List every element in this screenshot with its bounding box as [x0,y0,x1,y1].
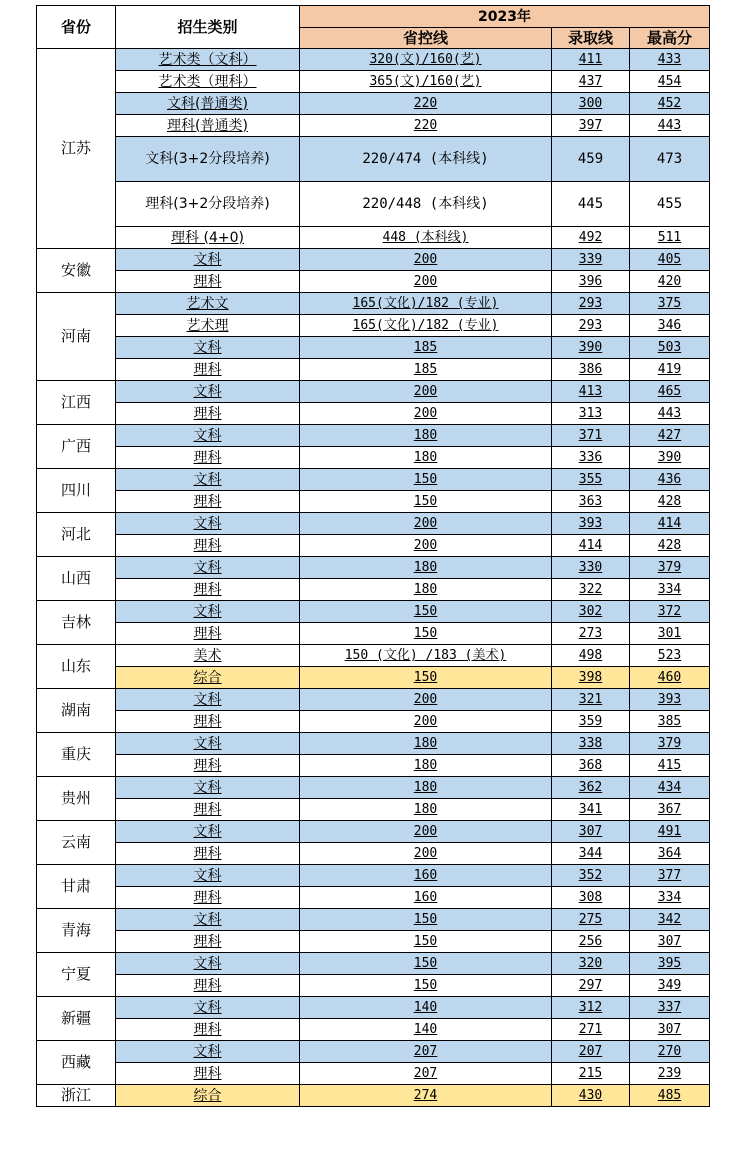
table-row [37,403,710,425]
table-row [37,1085,710,1107]
table-row [37,93,710,115]
table-row [37,535,710,557]
admission-line-cell: 275 [552,909,630,931]
admission-line-cell: 215 [552,1063,630,1085]
max-score-cell: 334 [630,887,710,909]
category-cell: 理科 [116,843,300,865]
table-row [37,975,710,997]
table-row [37,49,710,71]
control-line-cell: 150 [300,601,552,623]
category-cell: 文科 [116,1041,300,1063]
province-cell: 江苏 [37,49,116,249]
province-cell: 新疆 [37,997,116,1041]
admission-line-cell: 371 [552,425,630,447]
category-cell: 文科 [116,557,300,579]
control-line-cell: 180 [300,799,552,821]
category-cell: 文科 [116,425,300,447]
category-cell: 文科 [116,337,300,359]
max-score-cell: 491 [630,821,710,843]
header-year: 2023年 [300,6,710,28]
control-line-cell: 160 [300,887,552,909]
admission-line-cell: 312 [552,997,630,1019]
category-cell: 理科 [116,359,300,381]
province-cell: 宁夏 [37,953,116,997]
province-cell: 广西 [37,425,116,469]
max-score-cell: 307 [630,931,710,953]
admission-line-cell: 313 [552,403,630,425]
table-row [37,227,710,249]
table-row [37,689,710,711]
admission-line-cell: 411 [552,49,630,71]
province-cell: 山西 [37,557,116,601]
control-line-cell: 165(文化)/182 (专业) [300,315,552,337]
admission-line-cell: 352 [552,865,630,887]
control-line-cell: 200 [300,711,552,733]
table-row [37,359,710,381]
control-line-cell: 150 (文化) /183 (美术) [300,645,552,667]
table-row [37,645,710,667]
category-cell: 文科 [116,997,300,1019]
table-row [37,513,710,535]
control-line-cell: 207 [300,1041,552,1063]
admission-line-cell: 302 [552,601,630,623]
admission-line-cell: 397 [552,115,630,137]
category-cell: 理科 [116,491,300,513]
category-cell: 理科 [116,403,300,425]
category-cell: 文科 [116,777,300,799]
category-cell: 理科(3+2分段培养) [116,182,300,227]
province-cell: 云南 [37,821,116,865]
category-cell: 文科 [116,601,300,623]
max-score-cell: 443 [630,403,710,425]
province-cell: 江西 [37,381,116,425]
province-cell: 四川 [37,469,116,513]
admission-line-cell: 308 [552,887,630,909]
control-line-cell: 207 [300,1063,552,1085]
table-row [37,1019,710,1041]
header-province: 省份 [37,6,116,49]
category-cell: 理科 [116,975,300,997]
category-cell: 文科 [116,821,300,843]
max-score-cell: 377 [630,865,710,887]
control-line-cell: 140 [300,1019,552,1041]
category-cell: 文科(3+2分段培养) [116,137,300,182]
control-line-cell: 150 [300,469,552,491]
table-row [37,733,710,755]
admission-line-cell: 362 [552,777,630,799]
control-line-cell: 185 [300,359,552,381]
category-cell: 文科 [116,953,300,975]
admission-line-cell: 297 [552,975,630,997]
admission-line-cell: 207 [552,1041,630,1063]
table-body [37,49,710,1107]
max-score-cell: 405 [630,249,710,271]
category-cell: 理科 [116,799,300,821]
header-control-line: 省控线 [300,28,552,49]
admission-line-cell: 273 [552,623,630,645]
admission-line-cell: 368 [552,755,630,777]
table-row [37,337,710,359]
admission-line-cell: 338 [552,733,630,755]
max-score-cell: 367 [630,799,710,821]
admission-score-table [36,5,710,1107]
max-score-cell: 364 [630,843,710,865]
admission-line-cell: 393 [552,513,630,535]
admission-line-cell: 492 [552,227,630,249]
admission-line-cell: 498 [552,645,630,667]
table-row [37,293,710,315]
table-row [37,469,710,491]
table-row [37,137,710,182]
control-line-cell: 365(文)/160(艺) [300,71,552,93]
category-cell: 理科 [116,579,300,601]
control-line-cell: 150 [300,623,552,645]
admission-line-cell: 293 [552,315,630,337]
category-cell: 理科(普通类) [116,115,300,137]
control-line-cell: 200 [300,249,552,271]
table-row [37,182,710,227]
control-line-cell: 200 [300,821,552,843]
control-line-cell: 150 [300,975,552,997]
admission-line-cell: 398 [552,667,630,689]
control-line-cell: 320(文)/160(艺) [300,49,552,71]
max-score-cell: 346 [630,315,710,337]
max-score-cell: 454 [630,71,710,93]
table-row [37,821,710,843]
header-admission-line: 录取线 [552,28,630,49]
control-line-cell: 220/448 (本科线) [300,182,552,227]
category-cell: 理科 [116,1063,300,1085]
max-score-cell: 393 [630,689,710,711]
admission-line-cell: 320 [552,953,630,975]
admission-line-cell: 414 [552,535,630,557]
category-cell: 文科 [116,249,300,271]
admission-line-cell: 413 [552,381,630,403]
control-line-cell: 274 [300,1085,552,1107]
admission-line-cell: 390 [552,337,630,359]
province-cell: 河北 [37,513,116,557]
table-row [37,557,710,579]
table-row [37,579,710,601]
category-cell: 理科 [116,755,300,777]
table-row [37,601,710,623]
category-cell: 文科 [116,909,300,931]
admission-line-cell: 341 [552,799,630,821]
category-cell: 理科 [116,931,300,953]
province-cell: 甘肃 [37,865,116,909]
control-line-cell: 448 (本科线) [300,227,552,249]
header-category: 招生类别 [116,6,300,49]
max-score-cell: 460 [630,667,710,689]
control-line-cell: 140 [300,997,552,1019]
control-line-cell: 200 [300,689,552,711]
province-cell: 安徽 [37,249,116,293]
admission-line-cell: 386 [552,359,630,381]
admission-line-cell: 445 [552,182,630,227]
control-line-cell: 200 [300,513,552,535]
province-cell: 浙江 [37,1085,116,1107]
max-score-cell: 511 [630,227,710,249]
table-row [37,271,710,293]
max-score-cell: 301 [630,623,710,645]
max-score-cell: 455 [630,182,710,227]
admission-line-cell: 339 [552,249,630,271]
control-line-cell: 150 [300,667,552,689]
admission-line-cell: 355 [552,469,630,491]
admission-line-cell: 293 [552,293,630,315]
max-score-cell: 379 [630,733,710,755]
max-score-cell: 337 [630,997,710,1019]
category-cell: 文科 [116,865,300,887]
max-score-cell: 465 [630,381,710,403]
table-row [37,843,710,865]
max-score-cell: 342 [630,909,710,931]
control-line-cell: 150 [300,931,552,953]
admission-line-cell: 363 [552,491,630,513]
category-cell: 艺术理 [116,315,300,337]
table-row [37,667,710,689]
province-cell: 湖南 [37,689,116,733]
table-row [37,755,710,777]
category-cell: 理科 [116,447,300,469]
max-score-cell: 349 [630,975,710,997]
control-line-cell: 200 [300,271,552,293]
control-line-cell: 180 [300,557,552,579]
max-score-cell: 428 [630,535,710,557]
category-cell: 文科(普通类) [116,93,300,115]
admission-line-cell: 322 [552,579,630,601]
control-line-cell: 150 [300,953,552,975]
province-cell: 吉林 [37,601,116,645]
category-cell: 综合 [116,1085,300,1107]
table-row [37,865,710,887]
category-cell: 文科 [116,513,300,535]
control-line-cell: 200 [300,843,552,865]
max-score-cell: 419 [630,359,710,381]
category-cell: 文科 [116,689,300,711]
category-cell: 艺术文 [116,293,300,315]
table-row [37,711,710,733]
table-row [37,249,710,271]
category-cell: 美术 [116,645,300,667]
control-line-cell: 185 [300,337,552,359]
table-row [37,953,710,975]
admission-line-cell: 359 [552,711,630,733]
category-cell: 文科 [116,733,300,755]
province-cell: 重庆 [37,733,116,777]
control-line-cell: 150 [300,909,552,931]
table-row [37,447,710,469]
table-row [37,425,710,447]
control-line-cell: 180 [300,755,552,777]
max-score-cell: 307 [630,1019,710,1041]
category-cell: 文科 [116,469,300,491]
admission-line-cell: 430 [552,1085,630,1107]
max-score-cell: 434 [630,777,710,799]
province-cell: 河南 [37,293,116,381]
max-score-cell: 415 [630,755,710,777]
admission-line-cell: 330 [552,557,630,579]
admission-line-cell: 459 [552,137,630,182]
max-score-cell: 270 [630,1041,710,1063]
admission-line-cell: 437 [552,71,630,93]
category-cell: 理科 [116,271,300,293]
admission-line-cell: 307 [552,821,630,843]
control-line-cell: 200 [300,381,552,403]
table-row [37,799,710,821]
table-row [37,909,710,931]
max-score-cell: 334 [630,579,710,601]
category-cell: 理科 [116,1019,300,1041]
province-cell: 山东 [37,645,116,689]
control-line-cell: 220/474 (本科线) [300,137,552,182]
max-score-cell: 428 [630,491,710,513]
max-score-cell: 390 [630,447,710,469]
category-cell: 理科 [116,711,300,733]
admission-line-cell: 256 [552,931,630,953]
max-score-cell: 427 [630,425,710,447]
max-score-cell: 485 [630,1085,710,1107]
table-row [37,71,710,93]
control-line-cell: 180 [300,777,552,799]
max-score-cell: 452 [630,93,710,115]
category-cell: 理科 [116,887,300,909]
category-cell: 理科 [116,535,300,557]
table-row [37,115,710,137]
max-score-cell: 239 [630,1063,710,1085]
admission-line-cell: 300 [552,93,630,115]
max-score-cell: 395 [630,953,710,975]
category-cell: 艺术类（理科） [116,71,300,93]
control-line-cell: 180 [300,425,552,447]
control-line-cell: 200 [300,535,552,557]
category-cell: 艺术类（文科） [116,49,300,71]
control-line-cell: 220 [300,93,552,115]
category-cell: 文科 [116,381,300,403]
control-line-cell: 200 [300,403,552,425]
max-score-cell: 523 [630,645,710,667]
max-score-cell: 379 [630,557,710,579]
table-row [37,381,710,403]
table-row [37,1063,710,1085]
max-score-cell: 443 [630,115,710,137]
max-score-cell: 436 [630,469,710,491]
max-score-cell: 372 [630,601,710,623]
max-score-cell: 385 [630,711,710,733]
control-line-cell: 180 [300,579,552,601]
control-line-cell: 160 [300,865,552,887]
control-line-cell: 180 [300,733,552,755]
admission-line-cell: 344 [552,843,630,865]
table-row [37,777,710,799]
control-line-cell: 180 [300,447,552,469]
table-row [37,491,710,513]
admission-line-cell: 396 [552,271,630,293]
table-row [37,623,710,645]
max-score-cell: 375 [630,293,710,315]
category-cell: 综合 [116,667,300,689]
max-score-cell: 503 [630,337,710,359]
max-score-cell: 420 [630,271,710,293]
admission-line-cell: 336 [552,447,630,469]
category-cell: 理科 [116,623,300,645]
province-cell: 西藏 [37,1041,116,1085]
max-score-cell: 473 [630,137,710,182]
province-cell: 贵州 [37,777,116,821]
control-line-cell: 220 [300,115,552,137]
max-score-cell: 433 [630,49,710,71]
control-line-cell: 165(文化)/182 (专业) [300,293,552,315]
table-row [37,997,710,1019]
table-row [37,1041,710,1063]
province-cell: 青海 [37,909,116,953]
max-score-cell: 414 [630,513,710,535]
admission-line-cell: 271 [552,1019,630,1041]
admission-line-cell: 321 [552,689,630,711]
table-row [37,315,710,337]
header-max-score: 最高分 [630,28,710,49]
control-line-cell: 150 [300,491,552,513]
table-row [37,931,710,953]
category-cell: 理科 (4+0) [116,227,300,249]
table-row [37,887,710,909]
